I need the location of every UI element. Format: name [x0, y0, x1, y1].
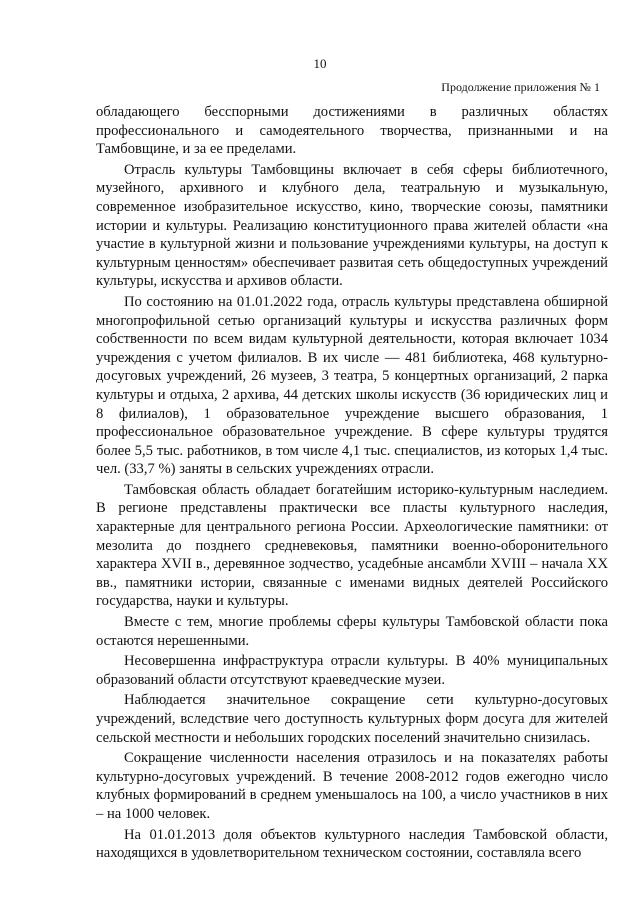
- paragraph-culture-sector: Отрасль культуры Тамбовщины включает в себя сферы библиотечного, музейного, архивного и клубного дела, театральную и музыкальную, современное изобразительное искусство, кино, творческие союзы, памятники истории и культуры. Реализацию конституционного права жителей области «на участие в культурной жизни и пользование учреждениями культуры, на доступ к культурным ценностям» обеспечивает развитая сеть общедоступных учреждений культуры, искусства и архивов области.: [96, 161, 608, 290]
- paragraph-heritage-condition: На 01.01.2013 доля объектов культурного наследия Тамбовской области, находящихся в удовлетворительном техническом состоянии, составляла всего: [96, 826, 608, 862]
- appendix-continuation-note: Продолжение приложения № 1: [441, 80, 600, 94]
- page-number: 10: [313, 56, 327, 71]
- paragraph-network-reduction: Наблюдается значительное сокращение сети культурно-досуговых учреждений, вследствие чего доступность культурных форм досуга для жителей сельской местности и небольших городских поселений значительно снизилась.: [96, 692, 608, 746]
- paragraph-unresolved-problems: Вместе с тем, многие проблемы сферы культуры Тамбовской области пока остаются нерешенными.: [96, 614, 608, 649]
- paragraph-infrastructure: Несовершенна инфраструктура отрасли культуры. В 40% муниципальных образований области отсутствуют краеведческие музеи.: [96, 653, 608, 688]
- document-body: [96, 103, 608, 865]
- paragraph-continued: обладающего бесспорными достижениями в различных областях профессионального и самодеятельного творчества, признанными и на Тамбовщине, и за ее пределами.: [96, 104, 608, 158]
- paragraph-population-decline: Сокращение численности населения отразилось и на показателях работы культурно-досуговых учреждений. В течение 2008-2012 годов ежегодно число клубных формирований в среднем уменьшалось на 100, а число участников в них – на 1000 человек.: [96, 750, 608, 822]
- paragraph-cultural-heritage: Тамбовская область обладает богатейшим историко-культурным наследием. В регионе представлены практически все пласты культурного наследия, характерные для центрального региона России. Археологические памятники: от мезолита до позднего средневековья, памятники военно-оборонительного характера XVII в., деревянное зодчество, усадебные ансамбли XVIII – начала XX вв., памятники истории, связанные с именами видных деятелей Российского государства, науки и культуры.: [96, 481, 608, 610]
- paragraph-statistics-2022: По состоянию на 01.01.2022 года, отрасль культуры представлена обширной многопрофильной сетью организаций культуры и искусства различных форм собственности по всем видам культурной деятельности, которая включает 1034 учреждения с учетом филиалов. В их числе — 481 библиотека, 468 культурно-досуговых учреждений, 26 музеев, 3 театра, 5 концертных организаций, 2 парка культуры и отдыха, 2 архива, 44 детских школы искусств (36 юридических лиц и 8 филиалов), 1 образовательное учреждение высшего образования, 1 профессиональное образовательное учреждение. В сфере культуры трудятся более 5,5 тыс. работников, в том числе 4,1 тыс. специалистов, из которых 1,4 тыс. чел. (33,7 %) заняты в сельских учреждениях отрасли.: [96, 293, 608, 478]
